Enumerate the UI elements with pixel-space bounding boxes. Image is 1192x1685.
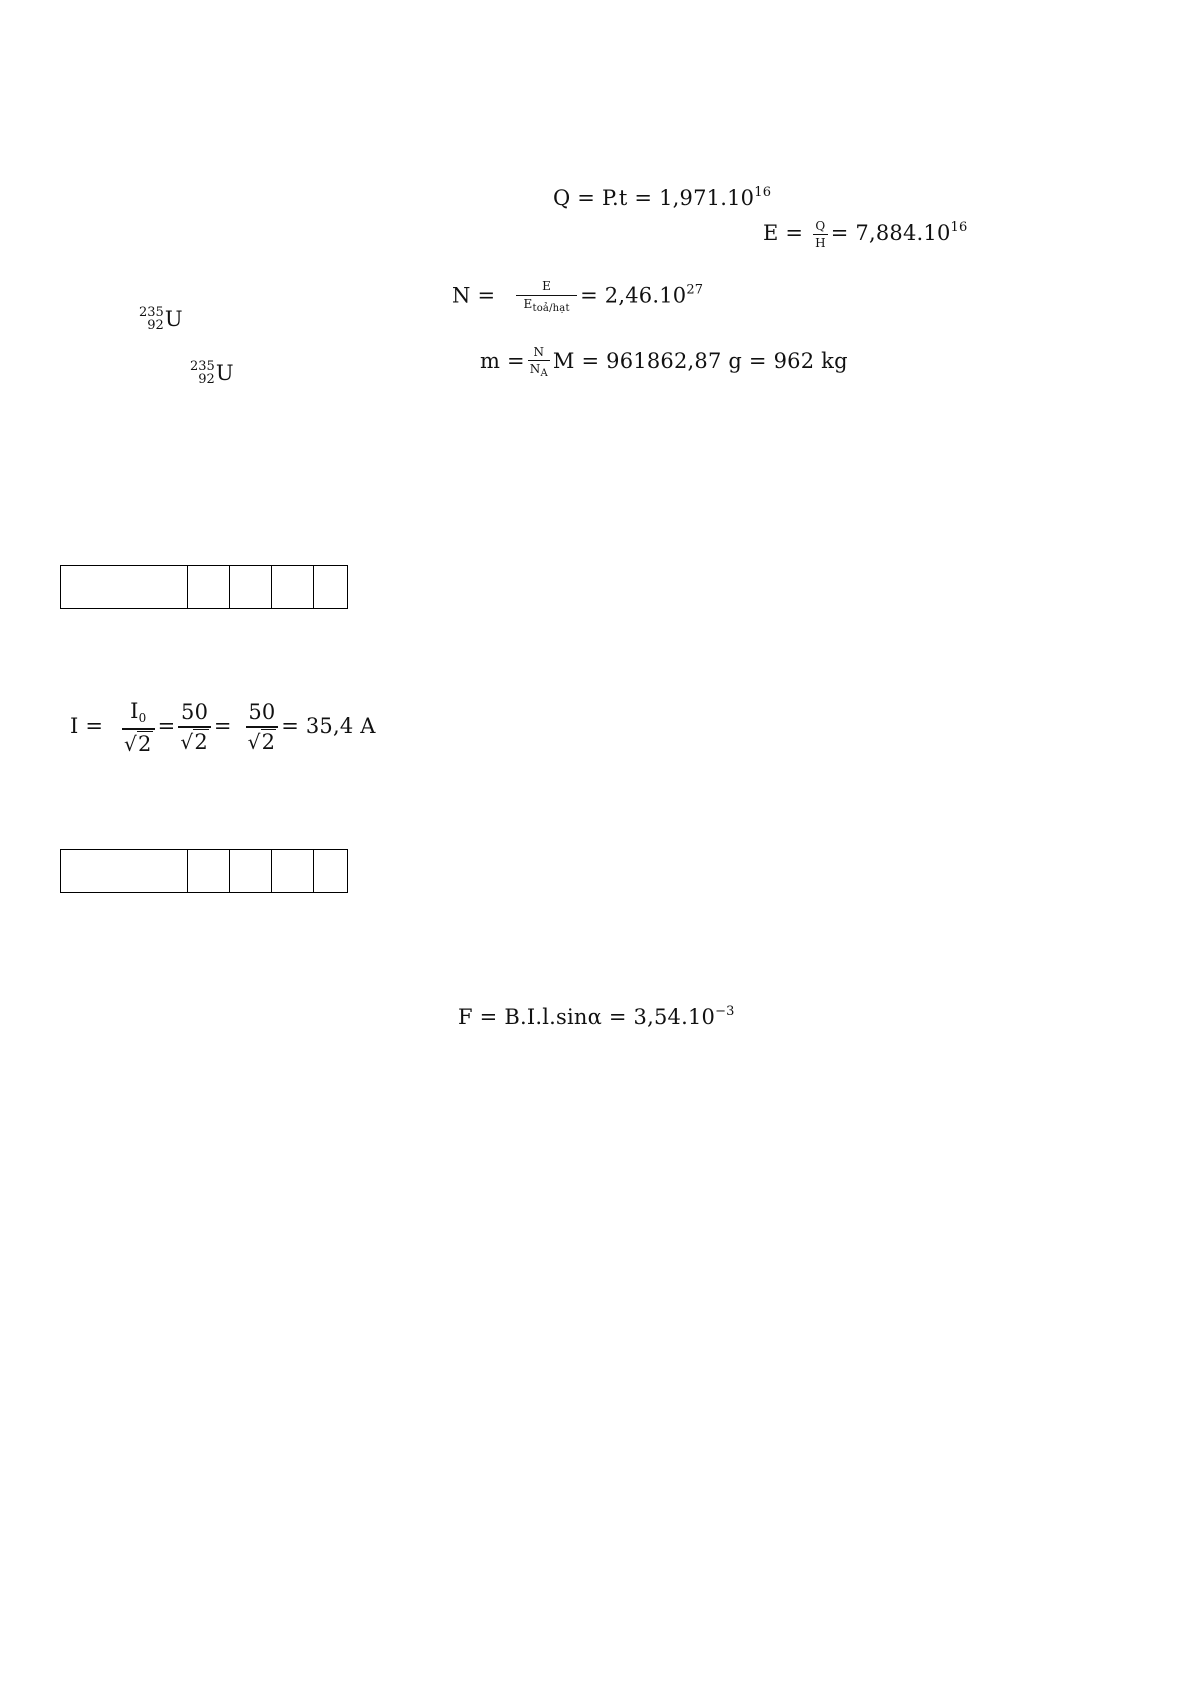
formula-e — [763, 220, 968, 249]
fraction-numerator: E — [516, 280, 577, 296]
answer-box — [60, 849, 348, 893]
formula-i-lhs: I = — [70, 713, 111, 738]
denominator-subscript: A — [540, 367, 548, 379]
formula-e-exponent: 16 — [950, 220, 968, 236]
denominator-base: E — [523, 296, 533, 311]
formula-n-lhs: N = — [452, 283, 503, 308]
square-root: √2 — [180, 730, 208, 755]
mass-number: 235 — [190, 359, 215, 374]
mass-number: 235 — [139, 305, 164, 320]
denominator-base: N — [529, 361, 541, 376]
fraction-i0-over-sqrt2 — [122, 700, 155, 755]
answer-digit-cell — [230, 566, 272, 609]
answer-digit-cell — [188, 566, 230, 609]
equals-sign: = — [157, 713, 176, 738]
formula-n — [452, 280, 703, 314]
formula-f-exponent: −3 — [715, 1004, 735, 1019]
answer-digit-cell — [272, 566, 314, 609]
radicand: 2 — [138, 731, 152, 756]
equals-sign: = — [213, 713, 232, 738]
uranium-235-nuclide — [190, 360, 234, 386]
formula-q-text: Q = P.t = 1,971.10 — [553, 186, 755, 210]
fraction-numerator: 50 — [246, 701, 279, 728]
atomic-number: 92 — [198, 372, 215, 387]
fraction-e-over-e-per-particle — [516, 280, 577, 314]
answer-digit-cell — [188, 850, 230, 893]
fraction-50-over-sqrt2 — [178, 701, 211, 753]
formula-i — [70, 700, 376, 755]
formula-f — [458, 1005, 735, 1029]
answer-digit-cell — [272, 850, 314, 893]
formula-q — [553, 186, 771, 210]
fraction-50-over-sqrt2 — [246, 701, 279, 753]
formula-e-lhs: E = — [763, 221, 811, 246]
answer-digit-cell — [314, 566, 348, 609]
square-root: √2 — [124, 731, 152, 756]
formula-e-rhs: = 7,884.10 — [830, 221, 951, 246]
atomic-number: 92 — [147, 318, 164, 333]
formula-f-text: F = B.I.l.sinα = 3,54.10 — [458, 1005, 716, 1029]
formula-q-exponent: 16 — [754, 185, 772, 200]
answer-digit-cell — [230, 850, 272, 893]
fraction-n-over-na — [528, 346, 550, 379]
answer-box — [60, 565, 348, 609]
answer-digit-cell — [314, 850, 348, 893]
radicand: 2 — [194, 730, 208, 755]
formula-n-exponent: 27 — [686, 282, 704, 298]
formula-m-lhs: m = — [480, 349, 525, 374]
formula-m-rhs: M = 961862,87 g = 962 kg — [552, 349, 848, 374]
answer-label-cell — [61, 566, 188, 609]
formula-i-rhs: = 35,4 A — [281, 713, 376, 738]
current-symbol: I — [130, 699, 139, 723]
current-subscript: 0 — [138, 711, 147, 725]
radicand: 2 — [261, 730, 276, 755]
element-symbol: U — [215, 361, 234, 385]
fraction-numerator: 50 — [178, 701, 211, 728]
fraction-q-over-h — [813, 220, 828, 249]
square-root: √2 — [247, 730, 276, 755]
formula-n-rhs: = 2,46.10 — [580, 283, 687, 308]
fraction-denominator: H — [815, 235, 826, 250]
uranium-235-nuclide — [139, 306, 183, 332]
fraction-numerator: Q — [813, 220, 828, 235]
element-symbol: U — [164, 307, 183, 331]
formula-m — [480, 346, 848, 379]
answer-label-cell — [61, 850, 188, 893]
fraction-numerator: N — [528, 346, 550, 361]
denominator-subscript: toả/hạt — [532, 302, 570, 314]
